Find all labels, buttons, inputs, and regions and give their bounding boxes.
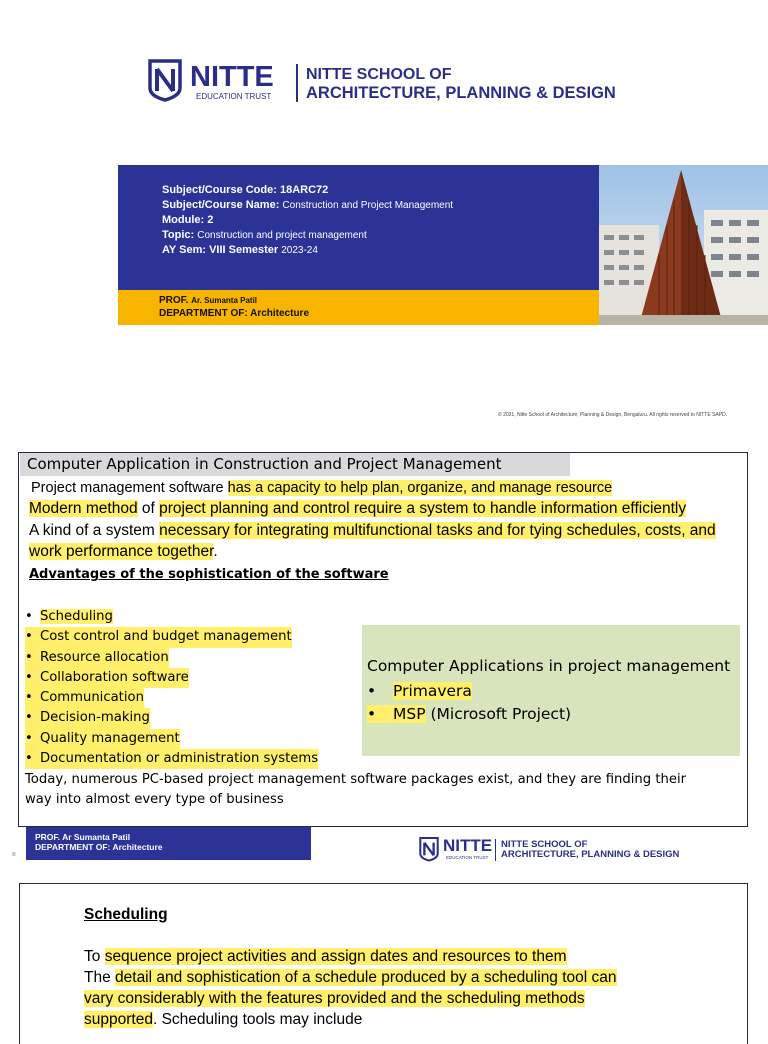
paragraph-modern-method	[29, 500, 686, 518]
advantage-label: Scheduling	[40, 609, 113, 624]
brand-name: NITTE	[190, 61, 274, 93]
advantage-item	[25, 708, 318, 728]
school-line-2: ARCHITECTURE, PLANNING & DESIGN	[306, 84, 616, 102]
nitte-logo-footer	[418, 836, 708, 866]
advantage-label: Documentation or administration systems	[40, 751, 319, 767]
advantage-item	[25, 749, 318, 769]
application-item	[367, 703, 571, 726]
ay-value: 2023-24	[281, 245, 318, 256]
computer-applications-title: Computer Applications in project management	[367, 657, 731, 675]
text-segment: To	[84, 948, 105, 965]
nitte-logo-header	[146, 58, 666, 108]
paragraph-today: Today, numerous PC-based project management software packages exist, and they are finding their way into almost every type of business	[25, 772, 687, 807]
highlighted-text: detail and sophistication of a schedule produced by a scheduling tool can vary considerably with the features provided and the scheduling methods supported	[84, 969, 617, 1028]
paragraph-software-capacity	[31, 480, 612, 496]
paragraph-system	[29, 520, 719, 562]
course-code-label: Subject/Course Code:	[162, 184, 280, 196]
bullet-marker: •	[25, 669, 33, 685]
brand-name: NITTE	[443, 836, 493, 855]
text-segment: A kind of a system	[29, 522, 160, 539]
department: DEPARTMENT OF: Architecture	[159, 308, 310, 319]
text-segment: .	[213, 543, 218, 560]
footer-copyright-mark: ©	[12, 852, 16, 858]
prof-label: PROF.	[159, 295, 192, 306]
logo-divider	[495, 839, 496, 861]
school-line-1: NITTE SCHOOL OF	[306, 66, 452, 83]
bullet-marker: •	[367, 705, 377, 723]
application-name: MSP	[393, 705, 426, 723]
advantage-item	[25, 648, 318, 668]
text-segment: Project management software	[31, 480, 228, 496]
advantage-label: Cost control and budget management	[40, 629, 292, 645]
school-line-1: NITTE SCHOOL OF	[501, 839, 588, 850]
professor-strip	[118, 290, 599, 325]
advantage-item	[25, 668, 318, 688]
campus-building-photo	[599, 165, 768, 325]
application-detail: (Microsoft Project)	[425, 705, 572, 723]
highlighted-text: Modern method	[29, 500, 138, 517]
topic-label: Topic:	[162, 229, 198, 241]
course-name-label: Subject/Course Name:	[162, 199, 283, 211]
brand-trust: EDUCATION TRUST	[446, 855, 489, 860]
bullet-marker: •	[25, 730, 33, 746]
highlighted-text: necessary for integrating multifunctional tasks and for tying schedules, costs, and work performance together	[29, 522, 716, 560]
advantages-list	[25, 607, 318, 769]
text-segment: of	[137, 500, 160, 517]
prof-name: Ar. Sumanta Patil	[191, 296, 258, 305]
advantages-heading: Advantages of the sophistication of the software	[29, 567, 389, 582]
bullet-marker: •	[25, 710, 33, 726]
bullet-marker: •	[25, 649, 33, 665]
module-label: Module:	[162, 214, 208, 226]
advantage-label: Quality management	[40, 730, 180, 746]
highlighted-text: has a capacity to help plan, organize, and manage resource	[227, 480, 613, 496]
bullet-marker: •	[25, 751, 33, 767]
nitte-shield-icon	[146, 58, 184, 102]
footer-professor-bar	[26, 827, 311, 860]
scheduling-paragraph	[84, 946, 644, 1030]
course-code-value: 18ARC72	[279, 184, 329, 196]
application-name: Primavera	[393, 682, 472, 700]
application-item	[367, 680, 571, 703]
topic-value: Construction and project management	[197, 230, 367, 241]
course-banner	[118, 165, 599, 290]
text-segment: . Scheduling tools may include	[152, 1011, 363, 1028]
bullet-marker: •	[25, 629, 33, 645]
advantage-label: Decision-making	[40, 710, 150, 726]
bullet-marker: •	[25, 690, 33, 706]
bullet-marker: •	[367, 682, 377, 700]
highlighted-text: sequence project activities and assign dates and resources to them	[104, 948, 567, 965]
text-segment: The	[84, 969, 116, 986]
advantage-label: Resource allocation	[40, 649, 169, 665]
highlighted-text: project planning and control require a system to handle information efficiently	[159, 500, 687, 517]
logo-divider	[296, 64, 298, 102]
advantage-label: Communication	[40, 690, 144, 706]
school-line-2: ARCHITECTURE, PLANNING & DESIGN	[501, 849, 680, 860]
computer-applications-list	[367, 680, 571, 726]
nitte-shield-icon	[418, 836, 440, 862]
footer-dept: DEPARTMENT OF: Architecture	[35, 842, 163, 852]
ay-label: AY Sem: VIII Semester	[162, 244, 282, 256]
scheduling-heading: Scheduling	[84, 906, 168, 923]
bullet-marker: •	[25, 609, 33, 624]
copyright-note: © 2021, Nitte School of Architecture, Planning & Design, Bengaluru. All rights reserved to NITTE SAPD.	[498, 412, 728, 418]
slide-title: Computer Application in Construction and Project Management	[20, 453, 570, 476]
advantage-item	[25, 627, 318, 647]
advantage-item	[25, 729, 318, 749]
advantage-item	[25, 607, 318, 627]
footer-prof: PROF. Ar Sumanta Patil	[35, 832, 131, 842]
module-value: 2	[207, 214, 214, 226]
brand-trust: EDUCATION TRUST	[196, 92, 272, 101]
course-name-value: Construction and Project Management	[282, 200, 454, 211]
advantage-item	[25, 688, 318, 708]
advantage-label: Collaboration software	[40, 669, 189, 685]
